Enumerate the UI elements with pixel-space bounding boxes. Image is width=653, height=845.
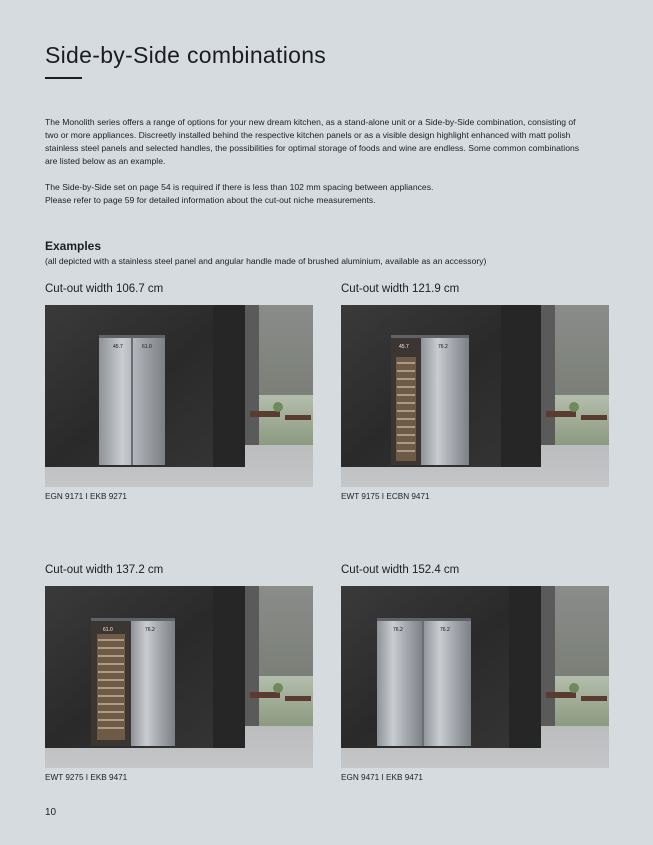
kitchen-photo <box>45 586 313 768</box>
example-card-1 <box>45 283 313 501</box>
width-label-right: 76.2 <box>145 627 155 633</box>
kitchen-photo <box>341 305 609 487</box>
title-underline <box>45 77 82 79</box>
note-line-1: The Side-by-Side set on page 54 is required if there is less than 102 mm spacing between appliances. <box>45 182 434 192</box>
cutout-width-label: Cut-out width 121.9 cm <box>341 283 460 295</box>
kitchen-photo <box>45 305 313 487</box>
width-label-right: 61.0 <box>142 344 152 350</box>
cutout-width-label: Cut-out width 106.7 cm <box>45 283 164 295</box>
example-card-4 <box>341 564 609 782</box>
model-numbers: EWT 9175 I ECBN 9471 <box>341 492 430 501</box>
note-line-2: Please refer to page 59 for detailed information about the cut-out niche measurements. <box>45 195 376 205</box>
example-card-2 <box>341 283 609 501</box>
kitchen-photo <box>341 586 609 768</box>
examples-subtitle: (all depicted with a stainless steel panel and angular handle made of brushed aluminium, available as an accessory) <box>45 256 487 266</box>
intro-paragraph: The Monolith series offers a range of options for your new dream kitchen, as a stand-alone unit or a Side-by-Side combination, consisting of two or more appliances. Discreetly installed behind the respective kitchen panels or as a visible design highlight enhanced with matt polish stainless steel panels and selected handles, the possibilities for optimal storage of foods and wine are endless. Some common combinations are listed below as an example. <box>45 117 580 166</box>
examples-heading: Examples <box>45 239 102 253</box>
page-number: 10 <box>45 807 57 818</box>
width-label-left: 45.7 <box>113 344 123 350</box>
cutout-width-label: Cut-out width 137.2 cm <box>45 564 164 576</box>
width-label-left: 61.0 <box>103 627 113 633</box>
width-label-right: 76.2 <box>440 627 450 633</box>
width-label-right: 76.2 <box>438 344 448 350</box>
model-numbers: EWT 9275 I EKB 9471 <box>45 773 128 782</box>
model-numbers: EGN 9471 I EKB 9471 <box>341 773 423 782</box>
cutout-width-label: Cut-out width 152.4 cm <box>341 564 460 576</box>
width-label-left: 45.7 <box>399 344 409 350</box>
note-paragraph <box>45 181 585 207</box>
model-numbers: EGN 9171 I EKB 9271 <box>45 492 127 501</box>
width-label-left: 76.2 <box>393 627 403 633</box>
page-title: Side-by-Side combinations <box>45 42 327 68</box>
example-card-3 <box>45 564 313 782</box>
